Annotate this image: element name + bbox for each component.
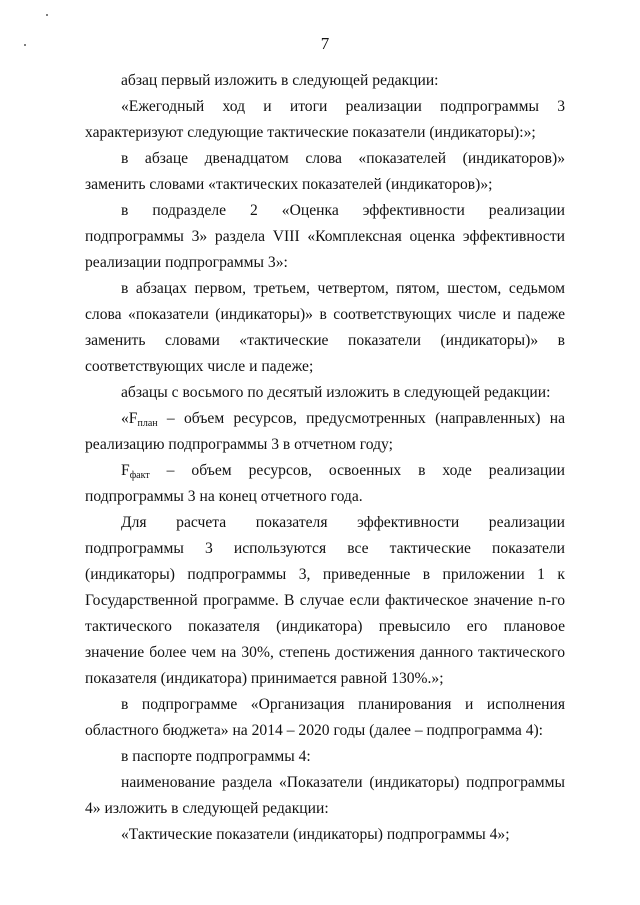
paragraph: в подпрограмме «Организация планирования и исполнения областного бюджета» на 2014 – 2020 годы (далее – подпрограмма 4): bbox=[85, 696, 565, 739]
subscript-plan: план bbox=[137, 418, 158, 429]
paragraph: наименование раздела «Показатели (индикаторы) подпрограммы 4» изложить в следующей редакции: bbox=[85, 774, 565, 817]
formula-symbol: «F bbox=[121, 410, 138, 427]
paragraph: в подразделе 2 «Оценка эффективности реализации подпрограммы 3» раздела VIII «Комплексная оценка эффективности реализации подпрограммы 3»: bbox=[85, 202, 565, 271]
document-body bbox=[85, 68, 565, 848]
paragraph: в абзаце двенадцатом слова «показателей (индикаторов)» заменить словами «тактических показателей (индикаторов)»; bbox=[85, 150, 565, 193]
paragraph-text: – объем ресурсов, освоенных в ходе реализации подпрограммы 3 на конец отчетного года. bbox=[85, 462, 565, 505]
paragraph: «Тактические показатели (индикаторы) подпрограммы 4»; bbox=[121, 826, 510, 843]
paragraph: в абзацах первом, третьем, четвертом, пятом, шестом, седьмом слова «показатели (индикаторы)» в соответствующих числе и падеже заменить словами «тактические показатели (индикаторы)» в соответствующих числе и падеже; bbox=[85, 280, 565, 375]
paragraph: «Ежегодный ход и итоги реализации подпрограммы 3 характеризуют следующие тактические показатели (индикаторы):»; bbox=[85, 98, 565, 141]
paragraph-f-plan bbox=[85, 406, 565, 458]
scan-speck bbox=[46, 14, 48, 16]
subscript-fact: факт bbox=[129, 470, 150, 481]
paragraph-text: – объем ресурсов, предусмотренных (направленных) на реализацию подпрограммы 3 в отчетном году; bbox=[85, 410, 565, 453]
paragraph: Для расчета показателя эффективности реализации подпрограммы 3 используются все тактические показатели (индикаторы) подпрограммы 3, приведенные в приложении 1 к Государственной программе. В случае если фактическое значение n-го тактического показателя (индикатора) превысило его плановое значение более чем на 30%, степень достижения данного тактического показателя (индикатора) принимается равной 130%.»; bbox=[85, 514, 565, 687]
paragraph: абзац первый изложить в следующей редакции: bbox=[121, 72, 439, 89]
formula-symbol: F bbox=[121, 462, 130, 479]
paragraph-f-fact bbox=[85, 458, 565, 510]
paragraph: в паспорте подпрограммы 4: bbox=[121, 748, 311, 765]
paragraph: абзацы с восьмого по десятый изложить в следующей редакции: bbox=[121, 384, 551, 401]
page-number: 7 bbox=[320, 34, 330, 53]
